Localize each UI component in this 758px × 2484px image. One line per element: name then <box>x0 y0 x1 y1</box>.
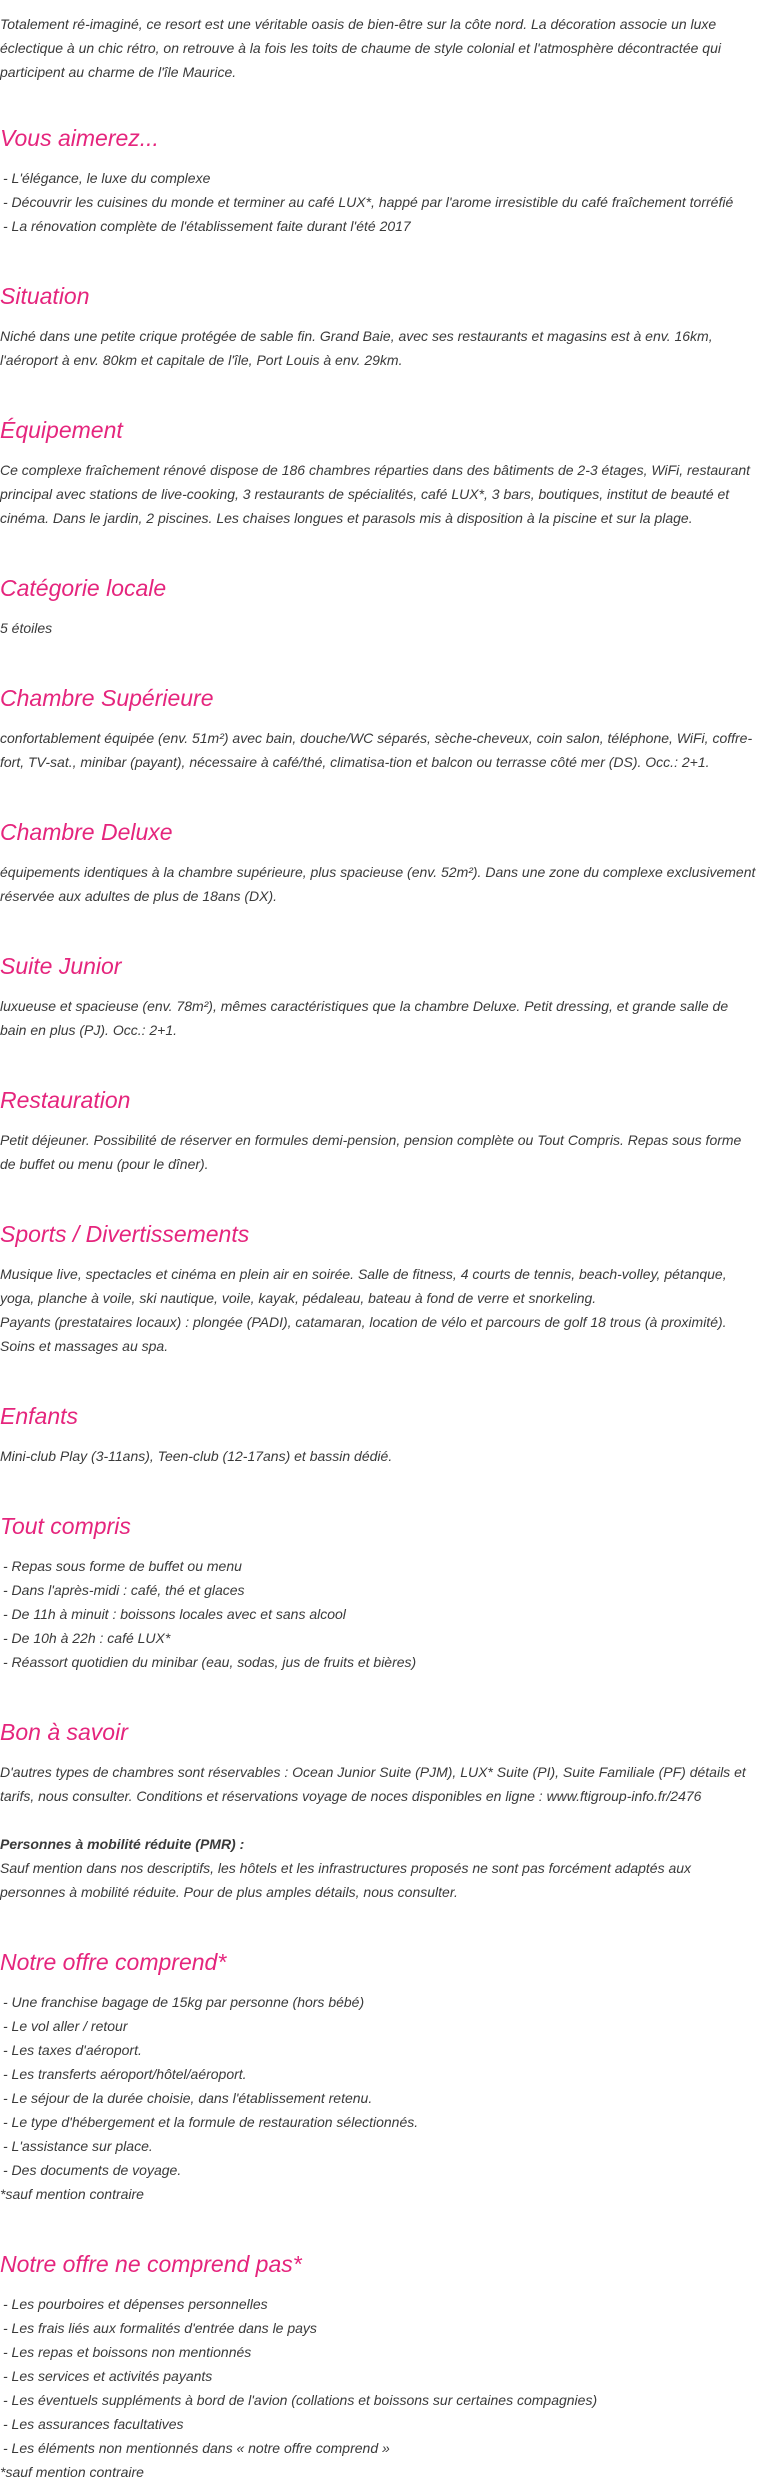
list-item: - L'élégance, le luxe du complexe <box>3 170 211 186</box>
section-title: Équipement <box>0 417 123 443</box>
list <box>0 1990 758 2182</box>
list-item: - Les assurances facultatives <box>3 2416 184 2432</box>
list-item: - Repas sous forme de buffet ou menu <box>3 1558 242 1574</box>
section-title: Bon à savoir <box>0 1719 128 1745</box>
footnote: *sauf mention contraire <box>0 2186 144 2202</box>
pmr-title: Personnes à mobilité réduite (PMR) : <box>0 1836 245 1852</box>
section-title: Chambre Supérieure <box>0 685 214 711</box>
section-title: Restauration <box>0 1087 131 1113</box>
list-item: - De 10h à 22h : café LUX* <box>3 1630 171 1646</box>
footnote: *sauf mention contraire <box>0 2464 144 2480</box>
list <box>0 166 758 238</box>
intro-text: Totalement ré-imaginé, ce resort est une véritable oasis de bien-être sur la côte nord. La décoration associe un luxe éclectique à un chic rétro, on retrouve à la fois les toits de chaume de style colonial et l'atmosphère décontractée qui participent au charme de l'île Maurice. <box>0 16 721 80</box>
list-item: - De 11h à minuit : boissons locales avec et sans alcool <box>3 1606 346 1622</box>
section-title: Enfants <box>0 1403 78 1429</box>
section-title: Tout compris <box>0 1513 131 1539</box>
section-categorie <box>0 574 758 640</box>
section-chambre-superieure <box>0 684 758 774</box>
section-equipement <box>0 416 758 530</box>
list-item: - Les services et activités payants <box>3 2368 213 2384</box>
list-item: - Une franchise bagage de 15kg par personne (hors bébé) <box>3 1994 365 2010</box>
section-situation <box>0 282 758 372</box>
list-item: - Le type d'hébergement et la formule de restauration sélectionnés. <box>3 2114 419 2130</box>
list-item: - La rénovation complète de l'établissement faite durant l'été 2017 <box>3 218 411 234</box>
list-item: - Le vol aller / retour <box>3 2018 128 2034</box>
section-offre-comprend <box>0 1948 758 2206</box>
section-enfants <box>0 1402 758 1468</box>
section-text: luxueuse et spacieuse (env. 78m²), mêmes caractéristiques que la chambre Deluxe. Petit dressing, et grande salle de bain en plus (PJ). Occ.: 2+1. <box>0 998 729 1038</box>
section-title: Chambre Deluxe <box>0 819 173 845</box>
section-text: 5 étoiles <box>0 620 53 636</box>
section-text: D'autres types de chambres sont réservables : Ocean Junior Suite (PJM), LUX* Suite (PI), Suite Familiale (PF) détails et tarifs, nous consulter. Conditions et réservations voyage de noces disponibles en ligne : www.ftigroup-info.fr/2476 <box>0 1764 746 1804</box>
section-sports <box>0 1220 758 1358</box>
section-suite-junior <box>0 952 758 1042</box>
list-item: - Des documents de voyage. <box>3 2162 182 2178</box>
list-item: - L'assistance sur place. <box>3 2138 153 2154</box>
section-bon-a-savoir <box>0 1718 758 1904</box>
section-title: Notre offre ne comprend pas* <box>0 2251 302 2277</box>
section-text: Niché dans une petite crique protégée de sable fin. Grand Baie, avec ses restaurants et magasins est à env. 16km, l'aéroport à env. 80km et capitale de l'île, Port Louis à env. 29km. <box>0 328 713 368</box>
section-title: Sports / Divertissements <box>0 1221 250 1247</box>
section-title: Vous aimerez... <box>0 125 159 151</box>
list <box>0 2292 758 2460</box>
section-title: Notre offre comprend* <box>0 1949 227 1975</box>
list-item: - Les repas et boissons non mentionnés <box>3 2344 252 2360</box>
section-title: Suite Junior <box>0 953 122 979</box>
list-item: - Les transferts aéroport/hôtel/aéroport. <box>3 2066 247 2082</box>
section-vous-aimerez <box>0 124 758 238</box>
list-item: - Le séjour de la durée choisie, dans l'établissement retenu. <box>3 2090 373 2106</box>
section-title: Situation <box>0 283 90 309</box>
section-restauration <box>0 1086 758 1176</box>
section-tout-compris <box>0 1512 758 1674</box>
list-item: - Les éventuels suppléments à bord de l'avion (collations et boissons sur certaines compagnies) <box>3 2392 598 2408</box>
section-text: Mini-club Play (3-11ans), Teen-club (12-17ans) et bassin dédié. <box>0 1448 393 1464</box>
section-text: Petit déjeuner. Possibilité de réserver en formules demi-pension, pension complète ou Tout Compris. Repas sous forme de buffet ou menu (pour le dîner). <box>0 1132 742 1172</box>
list-item: - Les pourboires et dépenses personnelles <box>3 2296 268 2312</box>
section-text-paid: Payants (prestataires locaux) : plongée (PADI), catamaran, location de vélo et parcours de golf 18 trous (à proximité). Soins et massages au spa. <box>0 1314 727 1354</box>
section-text: Musique live, spectacles et cinéma en plein air en soirée. Salle de fitness, 4 courts de tennis, beach-volley, pétanque, yoga, planche à voile, ski nautique, voile, kayak, pédaleau, bateau à fond de verre et snorkeling. <box>0 1266 727 1306</box>
section-text: confortablement équipée (env. 51m²) avec bain, douche/WC séparés, sèche-cheveux, coin salon, téléphone, WiFi, coffre-fort, TV-sat., minibar (payant), nécessaire à café/thé, climatisa-tion et balcon ou terrasse côté mer (DS). Occ.: 2+1. <box>0 730 753 770</box>
list-item: - Découvrir les cuisines du monde et terminer au café LUX*, happé par l'arome irresistible du café fraîchement torréfié <box>3 194 734 210</box>
section-text: Ce complexe fraîchement rénové dispose de 186 chambres réparties dans des bâtiments de 2-3 étages, WiFi, restaurant principal avec stations de live-cooking, 3 restaurants de spécialités, café LUX*, 3 bars, boutiques, institut de beauté et cinéma. Dans le jardin, 2 piscines. Les chaises longues et parasols mis à disposition à la piscine et sur la plage. <box>0 462 751 526</box>
section-title: Catégorie locale <box>0 575 167 601</box>
pmr-text: Sauf mention dans nos descriptifs, les hôtels et les infrastructures proposés ne sont pas forcément adaptés aux personnes à mobilité réduite. Pour de plus amples détails, nous consulter. <box>0 1860 692 1900</box>
section-offre-ne-comprend-pas <box>0 2250 758 2484</box>
list-item: - Les taxes d'aéroport. <box>3 2042 142 2058</box>
list-item: - Dans l'après-midi : café, thé et glaces <box>3 1582 245 1598</box>
list-item: - Les éléments non mentionnés dans « notre offre comprend » <box>3 2440 390 2456</box>
list <box>0 1554 758 1674</box>
section-chambre-deluxe <box>0 818 758 908</box>
list-item: - Les frais liés aux formalités d'entrée dans le pays <box>3 2320 317 2336</box>
list-item: - Réassort quotidien du minibar (eau, sodas, jus de fruits et bières) <box>3 1654 417 1670</box>
section-text: équipements identiques à la chambre supérieure, plus spacieuse (env. 52m²). Dans une zone du complexe exclusivement réservée aux adultes de plus de 18ans (DX). <box>0 864 756 904</box>
